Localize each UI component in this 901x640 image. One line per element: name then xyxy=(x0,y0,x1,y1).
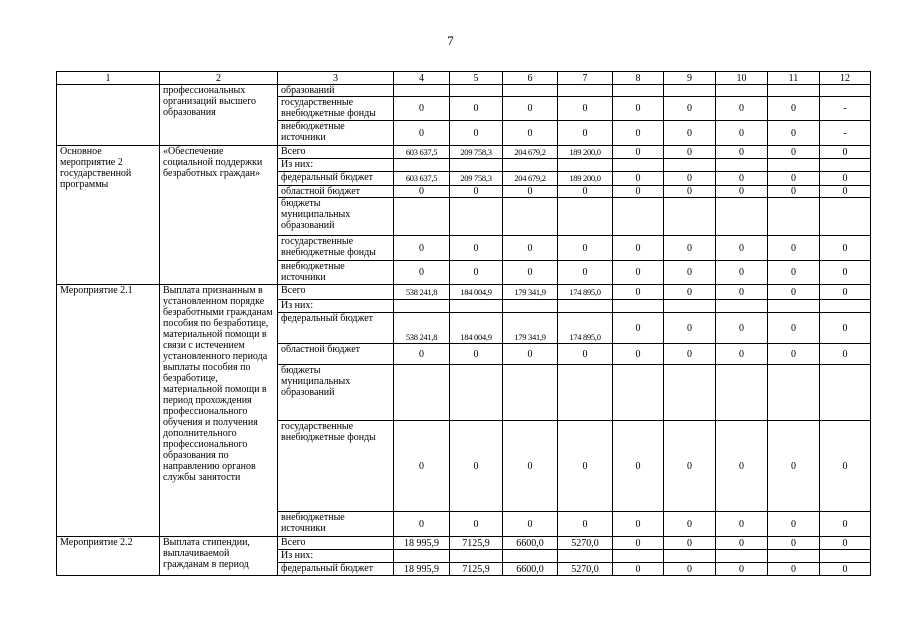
header-cell: 4 xyxy=(394,72,450,85)
funding-source-cell: государственные внебюджетные фонды xyxy=(278,421,394,512)
value-cell xyxy=(450,550,503,563)
value-cell: 0 xyxy=(820,261,871,285)
value-cell xyxy=(558,85,613,97)
value-cell: 0 xyxy=(394,97,450,121)
value-cell: 0 xyxy=(768,186,820,198)
value-cell: 0 xyxy=(768,563,820,576)
value-cell: 0 xyxy=(716,313,768,344)
value-cell: 0 xyxy=(820,236,871,261)
header-cell: 11 xyxy=(768,72,820,85)
value-cell: 0 xyxy=(613,285,664,300)
value-cell: 6600,0 xyxy=(503,563,558,576)
value-cell: 0 xyxy=(820,186,871,198)
value-cell: 5270,0 xyxy=(558,563,613,576)
header-cell: 6 xyxy=(503,72,558,85)
value-cell: 0 xyxy=(664,421,716,512)
header-cell: 3 xyxy=(278,72,394,85)
table-row xyxy=(57,85,871,97)
value-cell xyxy=(503,198,558,236)
value-cell: 0 xyxy=(613,563,664,576)
funding-source-cell: Всего xyxy=(278,285,394,300)
value-cell: 0 xyxy=(394,236,450,261)
value-cell: - xyxy=(820,121,871,146)
value-cell xyxy=(558,300,613,313)
value-cell: 174 895,0 xyxy=(558,313,613,344)
funding-source-cell: федеральный бюджет xyxy=(278,313,394,344)
value-cell: 179 341,9 xyxy=(503,313,558,344)
value-cell: 0 xyxy=(503,236,558,261)
value-cell: 174 895,0 xyxy=(558,285,613,300)
value-cell: 0 xyxy=(664,537,716,550)
value-cell: 0 xyxy=(716,146,768,159)
value-cell: 0 xyxy=(820,313,871,344)
value-cell: 0 xyxy=(716,421,768,512)
value-cell xyxy=(613,159,664,172)
value-cell: 0 xyxy=(394,121,450,146)
value-cell xyxy=(664,365,716,421)
value-cell: 0 xyxy=(664,172,716,186)
value-cell xyxy=(768,85,820,97)
value-cell: 209 758,3 xyxy=(450,146,503,159)
value-cell: 0 xyxy=(716,236,768,261)
value-cell xyxy=(716,365,768,421)
funding-source-cell: образований xyxy=(278,85,394,97)
value-cell: 0 xyxy=(394,344,450,365)
value-cell xyxy=(664,300,716,313)
value-cell: 0 xyxy=(768,313,820,344)
value-cell: 0 xyxy=(664,236,716,261)
funding-source-cell: Из них: xyxy=(278,550,394,563)
value-cell: 0 xyxy=(558,344,613,365)
value-cell: 204 679,2 xyxy=(503,172,558,186)
funding-source-cell: государственные внебюджетные фонды xyxy=(278,97,394,121)
value-cell: 0 xyxy=(716,121,768,146)
value-cell: 0 xyxy=(716,285,768,300)
funding-source-cell: федеральный бюджет xyxy=(278,563,394,576)
value-cell: 0 xyxy=(450,344,503,365)
table-row xyxy=(57,146,871,159)
value-cell: 0 xyxy=(768,512,820,537)
value-cell: 184 004,9 xyxy=(450,285,503,300)
value-cell: 189 200,0 xyxy=(558,146,613,159)
value-cell: 603 637,5 xyxy=(394,146,450,159)
value-cell: 0 xyxy=(613,344,664,365)
value-cell: 0 xyxy=(450,261,503,285)
value-cell: 0 xyxy=(820,172,871,186)
value-cell: 0 xyxy=(664,121,716,146)
funding-source-cell: Из них: xyxy=(278,159,394,172)
value-cell: 0 xyxy=(613,146,664,159)
value-cell: 0 xyxy=(664,512,716,537)
activity-name-cell: Мероприятие 2.2 xyxy=(57,537,160,576)
value-cell xyxy=(613,365,664,421)
value-cell: 0 xyxy=(768,421,820,512)
value-cell: 0 xyxy=(558,236,613,261)
value-cell: 0 xyxy=(768,97,820,121)
value-cell: 0 xyxy=(613,236,664,261)
header-cell: 7 xyxy=(558,72,613,85)
value-cell xyxy=(394,550,450,563)
value-cell xyxy=(613,550,664,563)
value-cell xyxy=(394,300,450,313)
header-cell: 5 xyxy=(450,72,503,85)
value-cell: 0 xyxy=(820,537,871,550)
value-cell: 0 xyxy=(613,512,664,537)
value-cell: 0 xyxy=(613,537,664,550)
value-cell: 0 xyxy=(768,172,820,186)
value-cell: 0 xyxy=(820,146,871,159)
value-cell: 0 xyxy=(716,563,768,576)
value-cell: 0 xyxy=(768,261,820,285)
value-cell xyxy=(450,300,503,313)
value-cell xyxy=(503,85,558,97)
value-cell xyxy=(768,300,820,313)
value-cell xyxy=(394,365,450,421)
value-cell: 0 xyxy=(768,537,820,550)
value-cell: 179 341,9 xyxy=(503,285,558,300)
value-cell xyxy=(716,85,768,97)
value-cell: 0 xyxy=(613,121,664,146)
value-cell: - xyxy=(820,97,871,121)
value-cell xyxy=(503,159,558,172)
value-cell xyxy=(768,550,820,563)
table-row xyxy=(57,285,871,300)
value-cell xyxy=(820,85,871,97)
value-cell: 0 xyxy=(716,261,768,285)
value-cell xyxy=(503,300,558,313)
value-cell: 0 xyxy=(503,512,558,537)
value-cell: 0 xyxy=(664,97,716,121)
value-cell xyxy=(394,159,450,172)
value-cell xyxy=(664,550,716,563)
value-cell xyxy=(716,198,768,236)
header-cell: 10 xyxy=(716,72,768,85)
value-cell: 0 xyxy=(664,261,716,285)
value-cell: 18 995,9 xyxy=(394,563,450,576)
header-cell: 12 xyxy=(820,72,871,85)
value-cell: 6600,0 xyxy=(503,537,558,550)
funding-source-cell: внебюджетные источники xyxy=(278,512,394,537)
value-cell: 0 xyxy=(820,512,871,537)
activity-name-cell xyxy=(57,85,160,146)
value-cell: 0 xyxy=(503,121,558,146)
value-cell: 0 xyxy=(558,97,613,121)
activity-name-cell: Мероприятие 2.1 xyxy=(57,285,160,537)
value-cell xyxy=(716,159,768,172)
value-cell xyxy=(664,85,716,97)
funding-source-cell: Из них: xyxy=(278,300,394,313)
value-cell: 603 637,5 xyxy=(394,172,450,186)
value-cell: 0 xyxy=(820,563,871,576)
value-cell: 0 xyxy=(503,421,558,512)
value-cell: 0 xyxy=(558,121,613,146)
value-cell: 5270,0 xyxy=(558,537,613,550)
funding-source-cell: Всего xyxy=(278,537,394,550)
value-cell: 538 241,8 xyxy=(394,285,450,300)
funding-source-cell: областной бюджет xyxy=(278,344,394,365)
value-cell: 0 xyxy=(613,261,664,285)
value-cell: 0 xyxy=(716,97,768,121)
value-cell: 0 xyxy=(820,285,871,300)
value-cell xyxy=(450,85,503,97)
value-cell: 18 995,9 xyxy=(394,537,450,550)
value-cell xyxy=(716,300,768,313)
value-cell: 538 241,8 xyxy=(394,313,450,344)
value-cell xyxy=(503,550,558,563)
value-cell: 0 xyxy=(664,344,716,365)
table-row xyxy=(57,537,871,550)
value-cell: 0 xyxy=(613,97,664,121)
value-cell xyxy=(768,198,820,236)
value-cell: 209 758,3 xyxy=(450,172,503,186)
value-cell: 0 xyxy=(820,344,871,365)
value-cell xyxy=(450,365,503,421)
funding-source-cell: внебюджетные источники xyxy=(278,121,394,146)
value-cell xyxy=(768,365,820,421)
activity-description-cell: «Обеспечение социальной поддержки безработных граждан» xyxy=(160,146,278,285)
value-cell: 0 xyxy=(558,421,613,512)
value-cell xyxy=(613,85,664,97)
value-cell: 189 200,0 xyxy=(558,172,613,186)
value-cell: 0 xyxy=(664,285,716,300)
value-cell: 0 xyxy=(450,186,503,198)
value-cell: 0 xyxy=(613,172,664,186)
value-cell: 0 xyxy=(768,146,820,159)
value-cell xyxy=(768,159,820,172)
activity-description-cell: Выплата признанным в установленном порядке безработными гражданам пособия по безработице, материальной помощи в связи с истечением установленного периода выплаты пособия по безработице, материальной помощи в период прохождения профессионального обучения и получения дополнительного профессионального образования по направлению органов службы занятости xyxy=(160,285,278,537)
funding-source-cell: внебюджетные источники xyxy=(278,261,394,285)
value-cell: 0 xyxy=(394,421,450,512)
value-cell: 0 xyxy=(768,344,820,365)
value-cell xyxy=(394,85,450,97)
header-row xyxy=(57,72,871,85)
value-cell xyxy=(820,365,871,421)
value-cell xyxy=(558,159,613,172)
page-number: 7 xyxy=(447,33,454,48)
value-cell: 0 xyxy=(558,261,613,285)
value-cell: 0 xyxy=(664,563,716,576)
value-cell xyxy=(820,550,871,563)
header-cell: 1 xyxy=(57,72,160,85)
value-cell: 0 xyxy=(716,172,768,186)
value-cell: 0 xyxy=(558,512,613,537)
value-cell: 7125,9 xyxy=(450,563,503,576)
value-cell: 0 xyxy=(613,421,664,512)
value-cell: 0 xyxy=(716,512,768,537)
value-cell: 0 xyxy=(613,186,664,198)
value-cell: 0 xyxy=(394,261,450,285)
value-cell: 0 xyxy=(503,344,558,365)
value-cell: 0 xyxy=(450,512,503,537)
value-cell: 184 004,9 xyxy=(450,313,503,344)
funding-source-cell: федеральный бюджет xyxy=(278,172,394,186)
header-cell: 2 xyxy=(160,72,278,85)
value-cell: 0 xyxy=(394,186,450,198)
funding-source-cell: бюджеты муниципальных образований xyxy=(278,198,394,236)
value-cell: 0 xyxy=(664,146,716,159)
value-cell xyxy=(820,159,871,172)
value-cell xyxy=(394,198,450,236)
value-cell: 0 xyxy=(503,97,558,121)
value-cell: 0 xyxy=(450,236,503,261)
funding-source-cell: бюджеты муниципальных образований xyxy=(278,365,394,421)
value-cell: 0 xyxy=(768,285,820,300)
value-cell: 0 xyxy=(450,97,503,121)
funding-source-cell: областной бюджет xyxy=(278,186,394,198)
value-cell: 0 xyxy=(558,186,613,198)
value-cell xyxy=(558,365,613,421)
value-cell: 0 xyxy=(613,313,664,344)
funding-source-cell: Всего xyxy=(278,146,394,159)
value-cell: 7125,9 xyxy=(450,537,503,550)
value-cell: 204 679,2 xyxy=(503,146,558,159)
value-cell xyxy=(664,198,716,236)
value-cell: 0 xyxy=(768,236,820,261)
activity-description-cell: Выплата стипендии, выплачиваемой гражданам в период xyxy=(160,537,278,576)
value-cell: 0 xyxy=(716,537,768,550)
value-cell xyxy=(613,198,664,236)
header-cell: 8 xyxy=(613,72,664,85)
value-cell xyxy=(613,300,664,313)
value-cell: 0 xyxy=(394,512,450,537)
value-cell: 0 xyxy=(820,421,871,512)
value-cell xyxy=(820,300,871,313)
value-cell xyxy=(450,198,503,236)
value-cell xyxy=(558,550,613,563)
value-cell: 0 xyxy=(664,313,716,344)
header-cell: 9 xyxy=(664,72,716,85)
value-cell xyxy=(820,198,871,236)
activity-name-cell: Основное мероприятие 2 государственной программы xyxy=(57,146,160,285)
value-cell: 0 xyxy=(716,344,768,365)
value-cell: 0 xyxy=(450,121,503,146)
funding-source-cell: государственные внебюджетные фонды xyxy=(278,236,394,261)
value-cell: 0 xyxy=(716,186,768,198)
budget-table xyxy=(56,71,871,576)
value-cell: 0 xyxy=(664,186,716,198)
value-cell: 0 xyxy=(503,261,558,285)
value-cell xyxy=(664,159,716,172)
value-cell xyxy=(450,159,503,172)
value-cell xyxy=(716,550,768,563)
value-cell xyxy=(503,365,558,421)
activity-description-cell: профессиональных организаций высшего образования xyxy=(160,85,278,146)
value-cell: 0 xyxy=(503,186,558,198)
value-cell: 0 xyxy=(768,121,820,146)
value-cell xyxy=(558,198,613,236)
value-cell: 0 xyxy=(450,421,503,512)
